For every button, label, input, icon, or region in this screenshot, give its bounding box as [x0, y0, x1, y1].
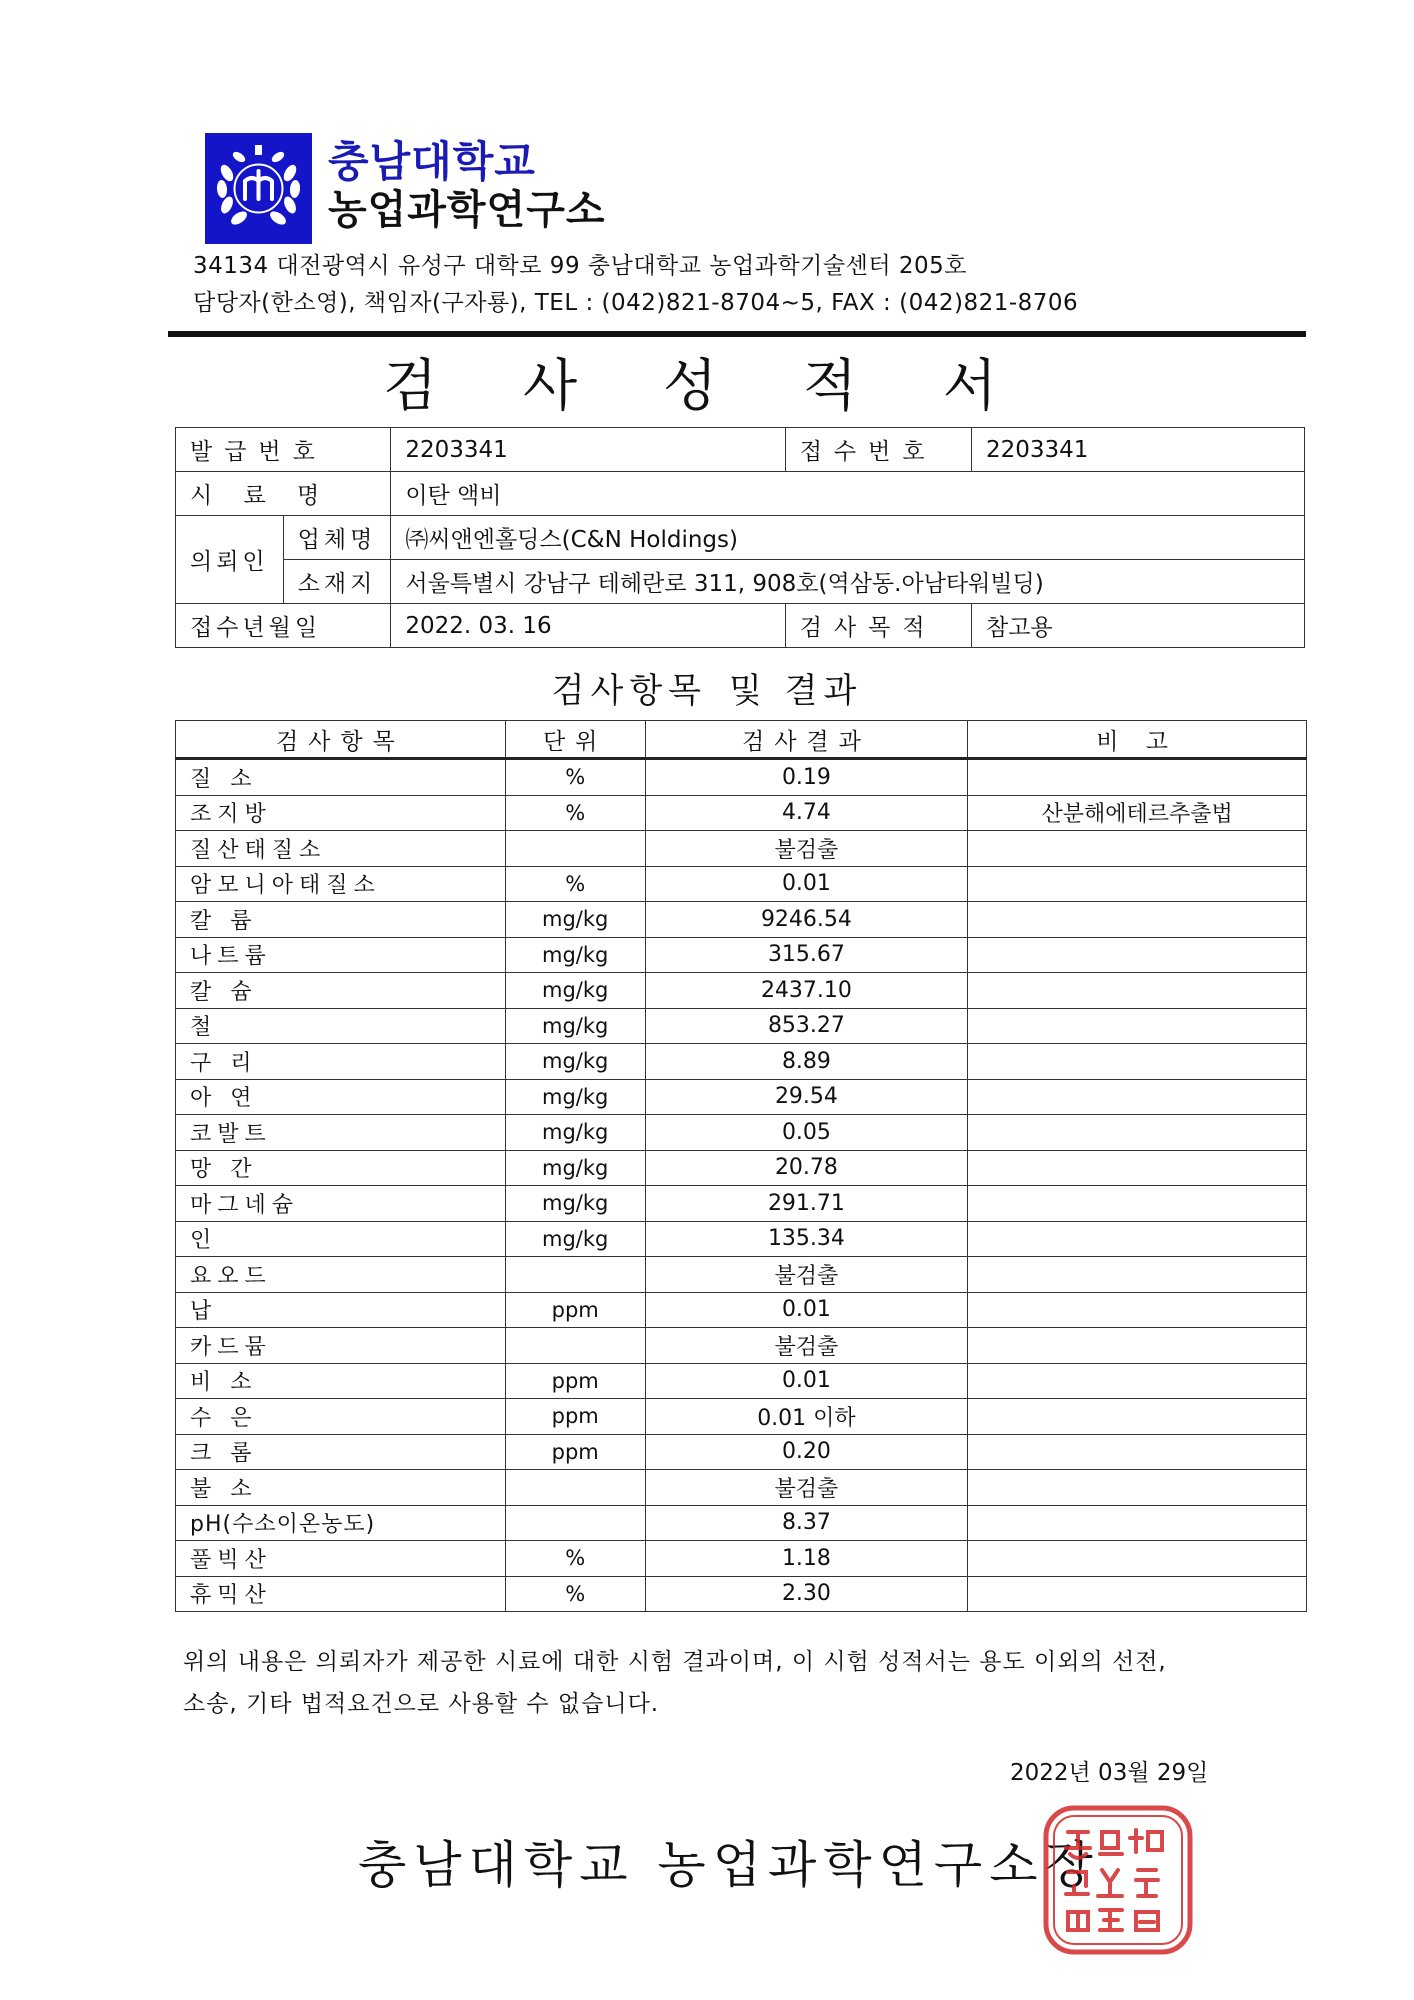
item-note [968, 1470, 1307, 1506]
item-unit: mg/kg [505, 1186, 645, 1222]
item-note [968, 1257, 1307, 1293]
item-result: 0.01 [645, 1292, 968, 1328]
item-name: pH(수소이온농도) [176, 1505, 506, 1541]
issue-number-value: 2203341 [391, 428, 785, 472]
item-unit [505, 1470, 645, 1506]
sample-label: 시 료 명 [176, 472, 391, 516]
table-row [176, 1044, 1307, 1080]
item-name: 질 소 [176, 759, 506, 796]
document-title: 검 사 성 적 서 [383, 354, 1031, 419]
item-result: 0.01 [645, 1363, 968, 1399]
table-row [176, 1115, 1307, 1151]
item-name: 코발트 [176, 1115, 506, 1151]
item-name: 마그네슘 [176, 1186, 506, 1222]
item-result: 4.74 [645, 795, 968, 831]
header-result: 검사결과 [645, 721, 968, 759]
receipt-date-label: 접수년월일 [176, 604, 391, 648]
item-name: 크 롬 [176, 1434, 506, 1470]
item-unit [505, 831, 645, 867]
item-result: 20.78 [645, 1150, 968, 1186]
table-row [176, 1257, 1307, 1293]
header-unit: 단위 [505, 721, 645, 759]
table-row [176, 831, 1307, 867]
official-seal-stamp-icon [1040, 1802, 1196, 1958]
item-unit: mg/kg [505, 1079, 645, 1115]
university-emblem-icon [205, 133, 312, 244]
item-unit: % [505, 1541, 645, 1577]
results-table [175, 720, 1307, 1612]
item-note [968, 1576, 1307, 1612]
item-name: 인 [176, 1221, 506, 1257]
item-note [968, 1150, 1307, 1186]
address-line: 34134 대전광역시 유성구 대학로 99 충남대학교 농업과학기술센터 205호 [193, 253, 967, 279]
sample-value: 이탄 액비 [391, 472, 1305, 516]
item-note [968, 1221, 1307, 1257]
item-result: 0.19 [645, 759, 968, 796]
item-note [968, 866, 1307, 902]
table-row [176, 1505, 1307, 1541]
item-unit: mg/kg [505, 1221, 645, 1257]
item-result: 2.30 [645, 1576, 968, 1612]
item-result: 불검출 [645, 1470, 968, 1506]
results-section-title [0, 668, 1414, 714]
item-name: 불 소 [176, 1470, 506, 1506]
issue-date: 2022년 03월 29일 [1010, 1760, 1209, 1786]
item-name: 수 은 [176, 1399, 506, 1435]
item-result: 0.01 이하 [645, 1399, 968, 1435]
item-note [968, 1505, 1307, 1541]
issue-number-label: 발급번호 [176, 428, 391, 472]
item-name: 질산태질소 [176, 831, 506, 867]
client-label: 의뢰인 [176, 516, 284, 604]
info-row-sample [176, 472, 1305, 516]
item-unit: ppm [505, 1399, 645, 1435]
item-result: 불검출 [645, 1257, 968, 1293]
item-result: 9246.54 [645, 902, 968, 938]
item-name: 풀빅산 [176, 1541, 506, 1577]
results-title-part1: 검사항목 [551, 671, 708, 711]
table-row [176, 973, 1307, 1009]
item-unit [505, 1328, 645, 1364]
item-note [968, 1363, 1307, 1399]
item-name: 조지방 [176, 795, 506, 831]
item-unit: ppm [505, 1292, 645, 1328]
header-note: 비 고 [968, 721, 1307, 759]
item-name: 암모니아태질소 [176, 866, 506, 902]
item-unit [505, 1257, 645, 1293]
item-note [968, 759, 1307, 796]
item-note [968, 1044, 1307, 1080]
item-result: 불검출 [645, 1328, 968, 1364]
table-row [176, 1363, 1307, 1399]
item-name: 아 연 [176, 1079, 506, 1115]
item-unit: % [505, 759, 645, 796]
item-result: 2437.10 [645, 973, 968, 1009]
item-unit: % [505, 866, 645, 902]
purpose-value: 참고용 [971, 604, 1304, 648]
item-result: 29.54 [645, 1079, 968, 1115]
signatory: 충남대학교 농업과학연구소장 [358, 1836, 1100, 1894]
item-unit: mg/kg [505, 1044, 645, 1080]
item-name: 비 소 [176, 1363, 506, 1399]
table-row [176, 1399, 1307, 1435]
receipt-number-value: 2203341 [971, 428, 1304, 472]
item-result: 0.05 [645, 1115, 968, 1151]
item-note [968, 937, 1307, 973]
location-label: 소재지 [283, 560, 391, 604]
table-row [176, 937, 1307, 973]
table-row [176, 1292, 1307, 1328]
item-unit: mg/kg [505, 902, 645, 938]
item-result: 8.37 [645, 1505, 968, 1541]
table-row [176, 1186, 1307, 1222]
table-row [176, 1470, 1307, 1506]
item-note: 산분해에테르추출법 [968, 795, 1307, 831]
info-row-issue [176, 428, 1305, 472]
item-unit: mg/kg [505, 973, 645, 1009]
item-unit: % [505, 795, 645, 831]
item-name: 구 리 [176, 1044, 506, 1080]
table-row [176, 795, 1307, 831]
table-row [176, 1328, 1307, 1364]
item-result: 135.34 [645, 1221, 968, 1257]
info-row-date [176, 604, 1305, 648]
receipt-number-label: 접수번호 [785, 428, 971, 472]
table-row [176, 1221, 1307, 1257]
item-unit: ppm [505, 1363, 645, 1399]
company-label: 업체명 [283, 516, 391, 560]
item-unit: mg/kg [505, 1115, 645, 1151]
item-note [968, 1292, 1307, 1328]
item-unit: ppm [505, 1434, 645, 1470]
company-value: ㈜씨앤엔홀딩스(C&N Holdings) [391, 516, 1305, 560]
table-row [176, 866, 1307, 902]
item-name: 망 간 [176, 1150, 506, 1186]
item-name: 휴믹산 [176, 1576, 506, 1612]
results-header-row [176, 721, 1307, 759]
disclaimer-line-1: 위의 내용은 의뢰자가 제공한 시료에 대한 시험 결과이며, 이 시험 성적서는 용도 이외의 선전, [183, 1649, 1167, 1675]
info-table [175, 427, 1305, 648]
item-name: 철 [176, 1008, 506, 1044]
item-result: 853.27 [645, 1008, 968, 1044]
item-note [968, 1399, 1307, 1435]
item-note [968, 1434, 1307, 1470]
institution-name: 충남대학교 [328, 137, 536, 186]
item-name: 나트륨 [176, 937, 506, 973]
item-name: 칼 륨 [176, 902, 506, 938]
item-note [968, 1079, 1307, 1115]
item-unit [505, 1505, 645, 1541]
header-item: 검사항목 [176, 721, 506, 759]
table-row [176, 1434, 1307, 1470]
table-row [176, 1541, 1307, 1577]
item-result: 291.71 [645, 1186, 968, 1222]
item-unit: % [505, 1576, 645, 1612]
item-result: 1.18 [645, 1541, 968, 1577]
location-value: 서울특별시 강남구 테헤란로 311, 908호(역삼동.아남타워빌딩) [391, 560, 1305, 604]
item-note [968, 902, 1307, 938]
item-note [968, 1008, 1307, 1044]
item-note [968, 1328, 1307, 1364]
header-divider [168, 331, 1306, 337]
item-result: 불검출 [645, 831, 968, 867]
results-title-part2: 및 결과 [729, 671, 863, 711]
table-row [176, 1008, 1307, 1044]
item-unit: mg/kg [505, 937, 645, 973]
info-row-company [176, 516, 1305, 560]
item-result: 0.20 [645, 1434, 968, 1470]
item-name: 납 [176, 1292, 506, 1328]
item-note [968, 831, 1307, 867]
item-unit: mg/kg [505, 1150, 645, 1186]
disclaimer-line-2: 소송, 기타 법적요건으로 사용할 수 없습니다. [183, 1691, 660, 1717]
item-note [968, 1115, 1307, 1151]
item-note [968, 973, 1307, 1009]
item-unit: mg/kg [505, 1008, 645, 1044]
table-row [176, 1576, 1307, 1612]
institute-name: 농업과학연구소 [328, 187, 606, 233]
info-row-location [176, 560, 1305, 604]
item-result: 0.01 [645, 866, 968, 902]
table-row [176, 759, 1307, 796]
receipt-date-value: 2022. 03. 16 [391, 604, 785, 648]
item-note [968, 1186, 1307, 1222]
item-name: 칼 슘 [176, 973, 506, 1009]
contact-line: 담당자(한소영), 책임자(구자룡), TEL : (042)821-8704~5, FAX : (042)821-8706 [193, 290, 1079, 316]
purpose-label: 검사목적 [785, 604, 971, 648]
item-result: 315.67 [645, 937, 968, 973]
item-name: 요오드 [176, 1257, 506, 1293]
table-row [176, 1150, 1307, 1186]
table-row [176, 902, 1307, 938]
item-note [968, 1541, 1307, 1577]
item-name: 카드뮴 [176, 1328, 506, 1364]
item-result: 8.89 [645, 1044, 968, 1080]
table-row [176, 1079, 1307, 1115]
